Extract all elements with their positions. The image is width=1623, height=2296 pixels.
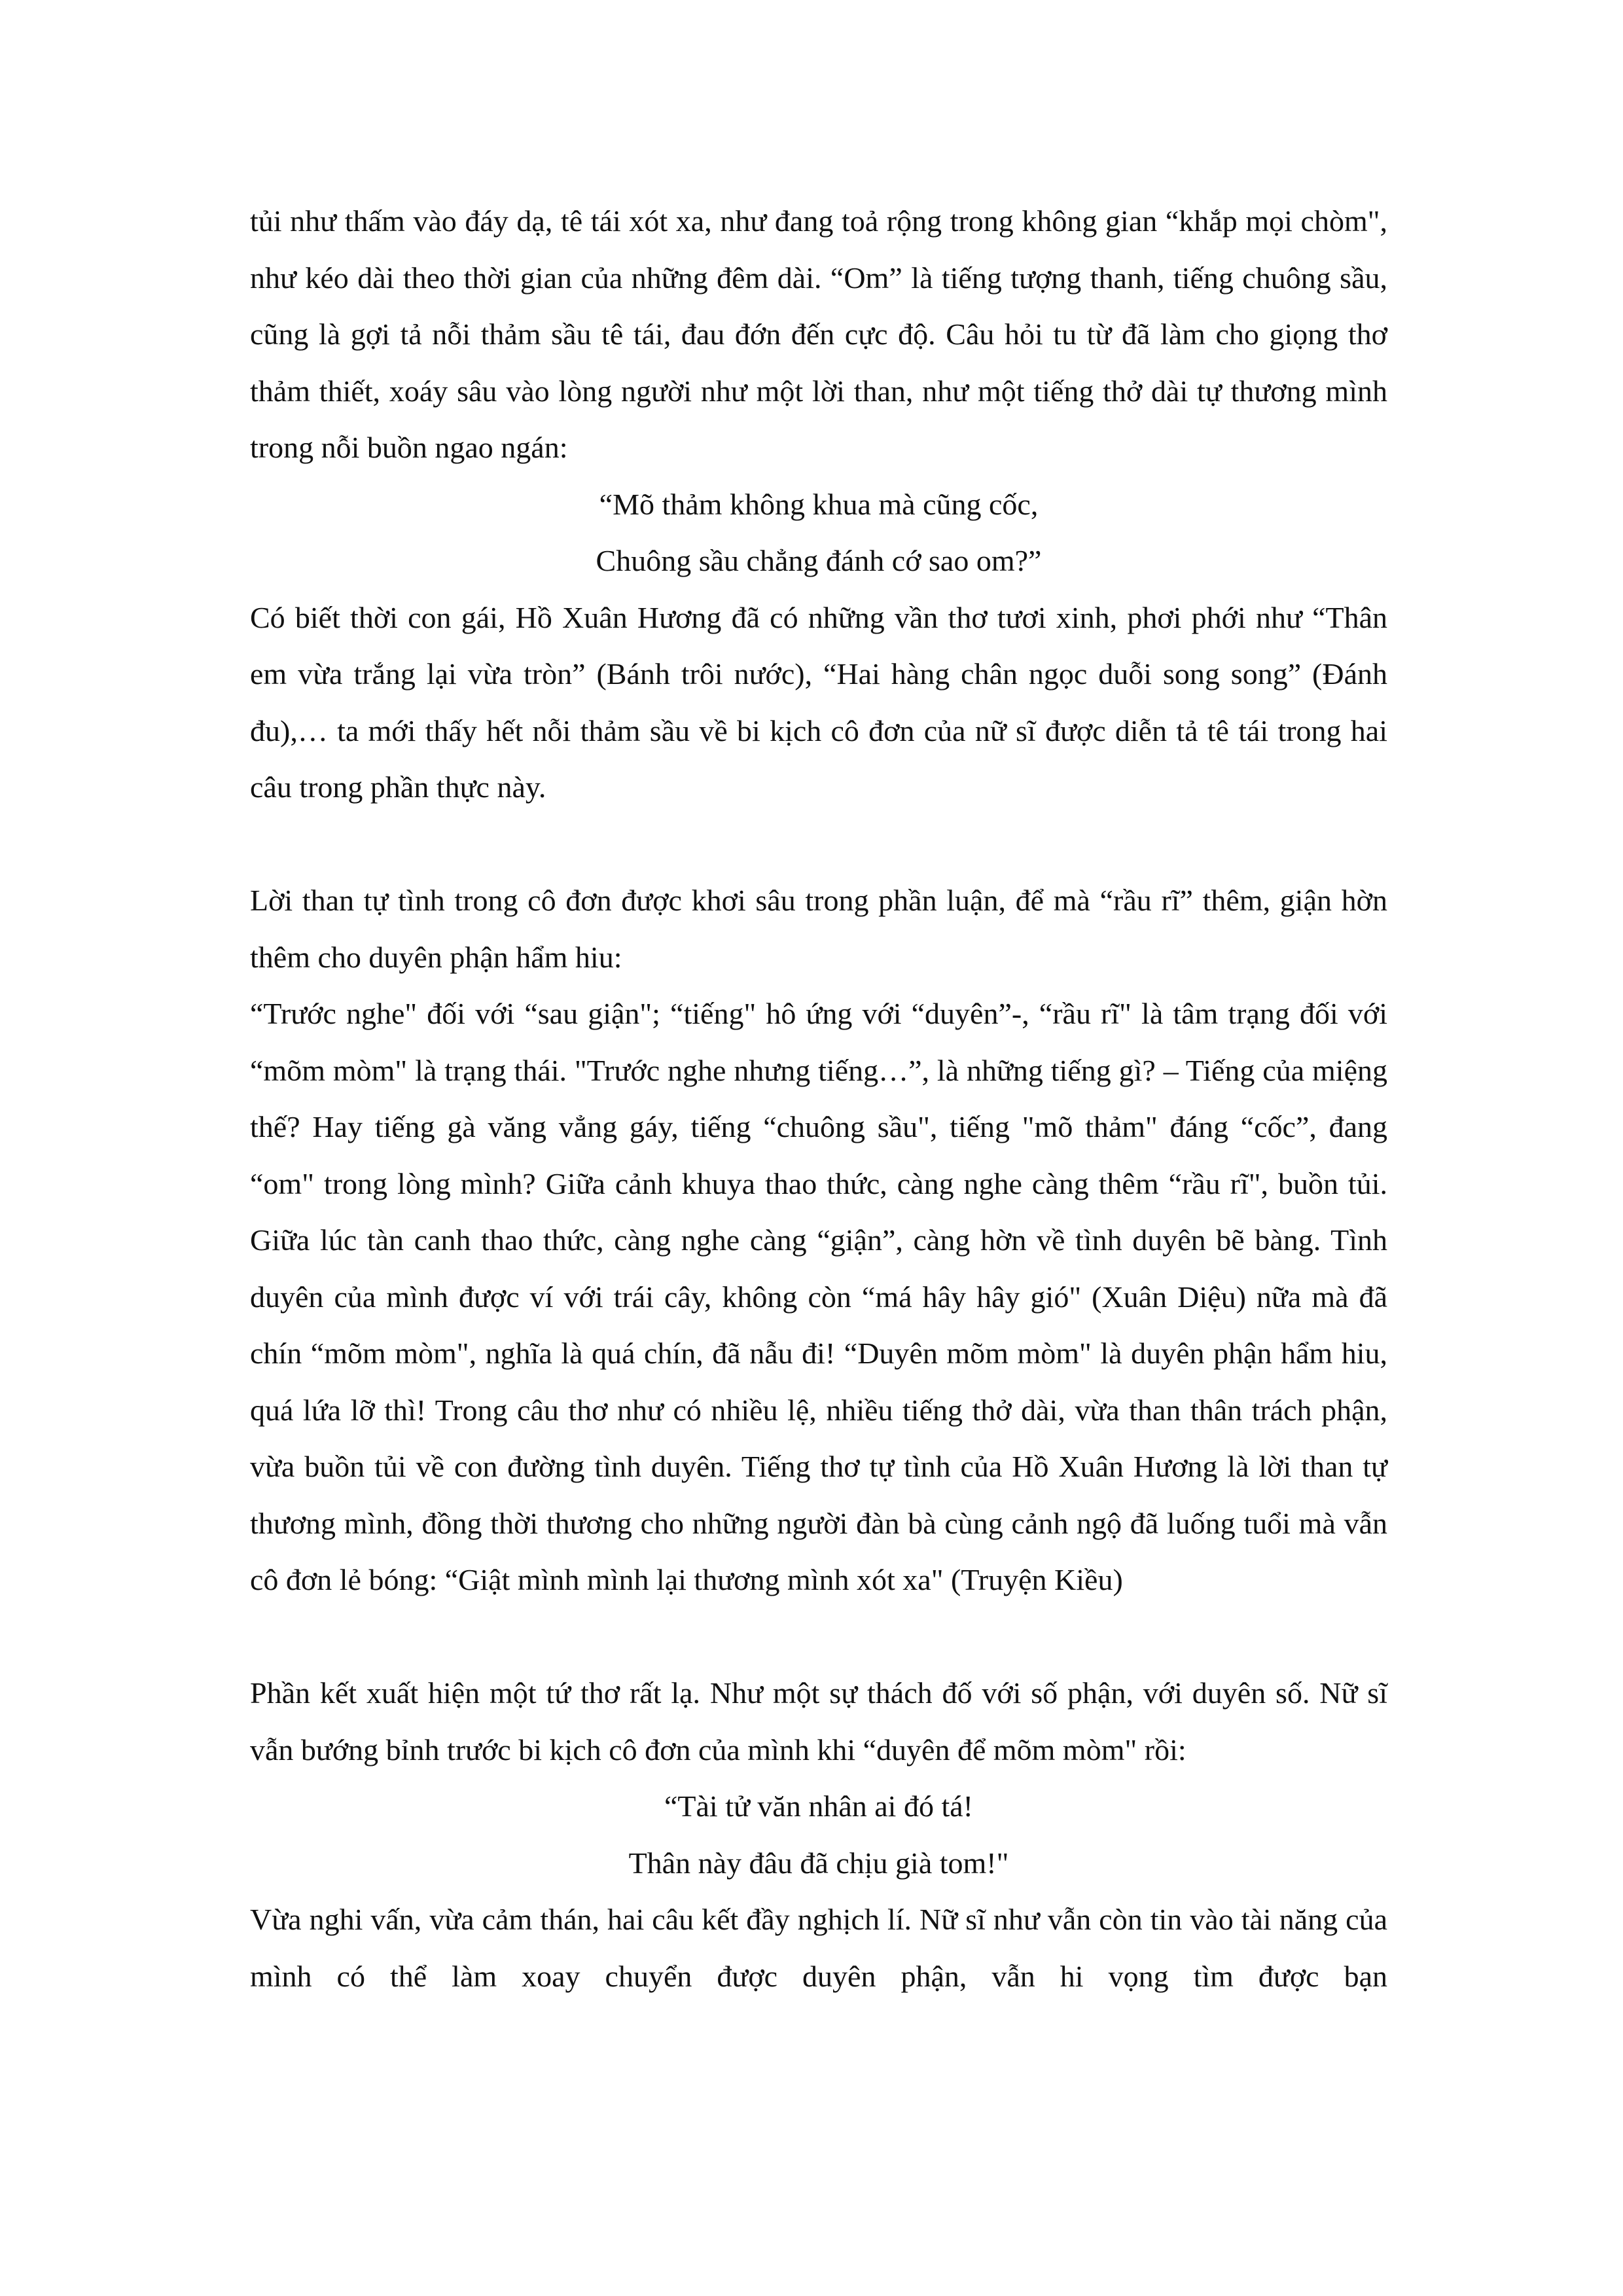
- verse-quote-1: [250, 476, 1387, 590]
- document-body: [250, 193, 1387, 2005]
- paragraph-3: Lời than tự tình trong cô đơn được khơi sâu trong phần luận, để mà “rầu rĩ” thêm, giận hờn thêm cho duyên phận hẩm hiu:: [250, 884, 1387, 974]
- verse-1-line-2: Chuông sầu chẳng đánh cớ sao om?”: [596, 544, 1042, 577]
- verse-2-line-1: “Tài tử văn nhân ai đó tá!: [664, 1789, 973, 1823]
- verse-1-line-1: “Mõ thảm không khua mà cũng cốc,: [599, 487, 1039, 521]
- paragraph-2: Có biết thời con gái, Hồ Xuân Hương đã có những vần thơ tươi xinh, phơi phới như “Thân em vừa trắng lại vừa tròn” (Bánh trôi nước), “Hai hàng chân ngọc duỗi song song” (Đánh đu),… ta mới thấy hết nỗi thảm sầu về bi kịch cô đơn của nữ sĩ được diễn tả tê tái trong hai câu trong phần thực này.: [250, 600, 1387, 804]
- paragraph-6: Vừa nghi vấn, vừa cảm thán, hai câu kết đầy nghịch lí. Nữ sĩ như vẫn còn tin vào tài năng của mình có thể làm xoay chuyển được duyên phận, vẫn hi vọng tìm được bạn: [250, 1903, 1387, 1993]
- verse-quote-2: [250, 1778, 1387, 1892]
- paragraph-1: tủi như thấm vào đáy dạ, tê tái xót xa, như đang toả rộng trong không gian “khắp mọi chòm", như kéo dài theo thời gian của những đêm dài. “Om” là tiếng tượng thanh, tiếng chuông sầu, cũng là gợi tả nỗi thảm sầu tê tái, đau đớn đến cực độ. Câu hỏi tu từ đã làm cho giọng thơ thảm thiết, xoáy sâu vào lòng người như một lời than, như một tiếng thở dài tự thương mình trong nỗi buồn ngao ngán:: [250, 204, 1387, 464]
- verse-2-line-2: Thân này đâu đã chịu già tom!": [628, 1846, 1009, 1880]
- paragraph-spacer: [250, 1609, 1387, 1666]
- paragraph-4: “Trước nghe" đối với “sau giận"; “tiếng" hô ứng với “duyên”-, “rầu rĩ" là tâm trạng đối với “mõm mòm" là trạng thái. "Trước nghe nhưng tiếng…”, là những tiếng gì? – Tiếng của miệng thế? Hay tiếng gà văng vẳng gáy, tiếng “chuông sầu", tiếng "mõ thảm" đáng “cốc”, đang “om" trong lòng mình? Giữa cảnh khuya thao thức, càng nghe càng thêm “rầu rĩ", buồn tủi. Giữa lúc tàn canh thao thức, càng nghe càng “giận”, càng hờn về tình duyên bẽ bàng. Tình duyên của mình được ví với trái cây, không còn “má hây hây gió" (Xuân Diệu) nữa mà đã chín “mõm mòm", nghĩa là quá chín, đã nẫu đi! “Duyên mõm mòm" là duyên phận hẩm hiu, quá lứa lỡ thì! Trong câu thơ như có nhiều lệ, nhiều tiếng thở dài, vừa than thân trách phận, vừa buồn tủi về con đường tình duyên. Tiếng thơ tự tình của Hồ Xuân Hương là lời than tự thương mình, đồng thời thương cho những người đàn bà cùng cảnh ngộ đã luống tuổi mà vẫn cô đơn lẻ bóng: “Giật mình mình lại thương mình xót xa" (Truyện Kiều): [250, 997, 1387, 1596]
- paragraph-spacer: [250, 816, 1387, 873]
- paragraph-5: Phần kết xuất hiện một tứ thơ rất lạ. Như một sự thách đố với số phận, với duyên số. Nữ sĩ vẫn bướng bỉnh trước bi kịch cô đơn của mình khi “duyên để mõm mòm" rồi:: [250, 1676, 1387, 1767]
